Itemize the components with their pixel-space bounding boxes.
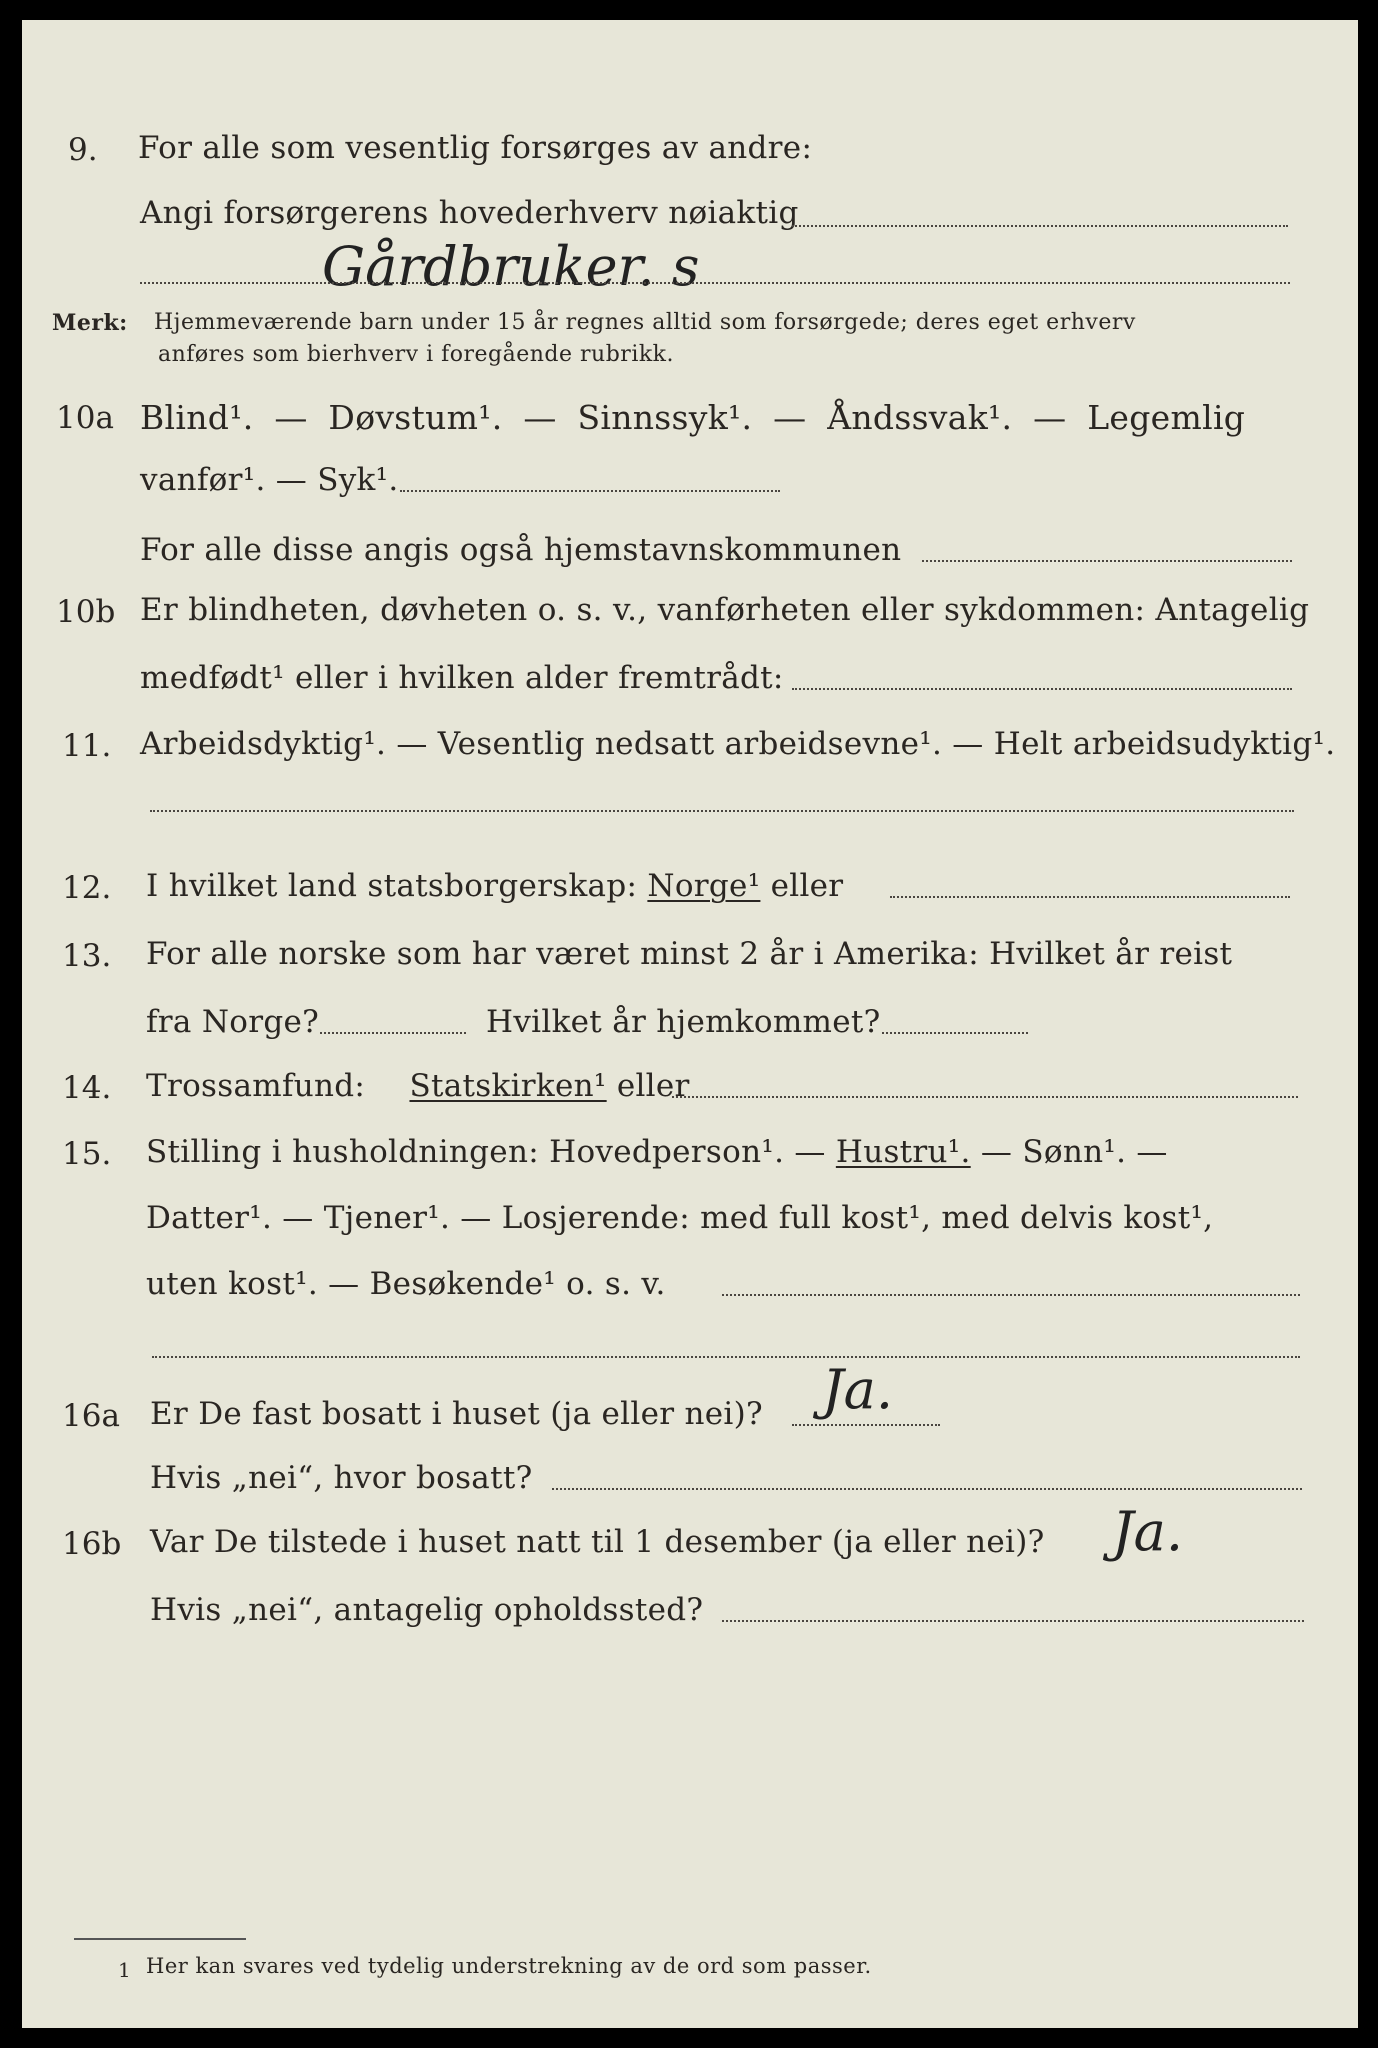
footnote-text: Her kan svares ved tydelig understrekning av de ord som passer. (146, 1954, 872, 1978)
q14-underlined-answer: Statskirken¹ (409, 1068, 607, 1104)
q10b-answer-line (792, 688, 1292, 690)
q10a-syk-line (400, 490, 780, 492)
q15-line-1-start: Stilling i husholdningen: Hovedperson¹. — (146, 1134, 826, 1170)
q16a-line-2: Hvis „nei“, hvor bosatt? (150, 1460, 533, 1496)
q11-number: 11. (62, 728, 112, 764)
q15-number: 15. (62, 1136, 112, 1172)
q9-answer-line (792, 225, 1288, 227)
merk-line-2: anføres som bierhverv i foregående rubrikk. (158, 342, 675, 367)
q15-besokende-line (722, 1294, 1300, 1296)
q13-line-1: For alle norske som har været minst 2 år i Amerika: Hvilket år reist (146, 936, 1233, 972)
q13-hjemkommet-line (882, 1032, 1028, 1034)
q10b-line-2: medfødt¹ eller i hvilken alder fremtrådt: (140, 660, 784, 696)
q16b-line-2: Hvis „nei“, antagelig opholdssted? (150, 1592, 704, 1628)
q11-line-1: Arbeidsdyktig¹. — Vesentlig nedsatt arbeidsevne¹. — Helt arbeidsudyktig¹. (140, 726, 1336, 762)
form-page (22, 20, 1358, 2028)
q9-prompt: Angi forsørgerens hovederhverv nøiaktig (140, 195, 799, 231)
q16b-line-1: Var De tilstede i huset natt til 1 desember (ja eller nei)? (150, 1524, 1045, 1560)
q15-line-3: uten kost¹. — Besøkende¹ o. s. v. (146, 1266, 666, 1302)
q14-number: 14. (62, 1070, 112, 1106)
q10a-line-3: For alle disse angis også hjemstavnskommunen (140, 532, 902, 568)
footnote-rule (74, 1938, 246, 1940)
q9-number: 9. (68, 132, 98, 168)
q10a-number: 10a (56, 400, 114, 436)
q13-line-2b: Hvilket år hjemkommet? (486, 1004, 881, 1040)
q16a-number: 16a (62, 1398, 120, 1434)
q16b-handwritten-answer: Ja. (1112, 1500, 1184, 1563)
q13-number: 13. (62, 938, 112, 974)
q16a-line-1: Er De fast bosatt i huset (ja eller nei)? (150, 1396, 763, 1432)
q13-line-2a: fra Norge? (146, 1004, 320, 1040)
q11-answer-line (150, 810, 1294, 812)
q9-title: For alle som vesentlig forsørges av andre: (138, 130, 813, 166)
q9-second-line (140, 282, 1290, 284)
q12-number: 12. (62, 870, 112, 906)
q14-text-before: Trossamfund: (146, 1068, 366, 1104)
q10b-number: 10b (56, 594, 116, 630)
q9-handwritten-answer: Gårdbruker. s (322, 235, 700, 298)
q14-text-after: eller (616, 1068, 690, 1104)
footnote-mark: 1 (118, 1958, 132, 1982)
q16a-answer-line (792, 1424, 940, 1426)
q15-underlined-answer: Hustru¹. (835, 1134, 971, 1170)
q15-extra-line (152, 1356, 1300, 1358)
q16b-number: 16b (62, 1526, 122, 1562)
q12-text-after: eller (770, 868, 844, 904)
q14-answer-line (672, 1096, 1298, 1098)
q12-answer-line (890, 896, 1290, 898)
q10a-kommune-line (922, 560, 1292, 562)
q15-line-1-end: — Sønn¹. — (980, 1134, 1168, 1170)
q10b-line-1: Er blindheten, døvheten o. s. v., vanførheten eller sykdommen: Antagelig (140, 592, 1310, 628)
q15-line-2: Datter¹. — Tjener¹. — Losjerende: med full kost¹, med delvis kost¹, (146, 1200, 1214, 1236)
q12-underlined-answer: Norge¹ (647, 868, 761, 904)
merk-label: Merk: (52, 310, 128, 336)
q14-line (146, 1068, 690, 1104)
q16b-opholdssted-line (722, 1620, 1304, 1622)
q15-line-1 (146, 1134, 1168, 1170)
q16a-bosatt-line (552, 1488, 1302, 1490)
q10a-line-2: vanfør¹. — Syk¹. (140, 462, 399, 498)
q16a-handwritten-answer: Ja. (822, 1358, 894, 1421)
q10a-line-1: Blind¹. — Døvstum¹. — Sinnssyk¹. — Åndssvak¹. — Legemlig (140, 398, 1246, 437)
q12-text-before: I hvilket land statsborgerskap: (146, 868, 638, 904)
q12-line (146, 868, 843, 904)
merk-line-1: Hjemmeværende barn under 15 år regnes alltid som forsørgede; deres eget erhverv (154, 310, 1136, 335)
q13-reist-line (320, 1032, 466, 1034)
